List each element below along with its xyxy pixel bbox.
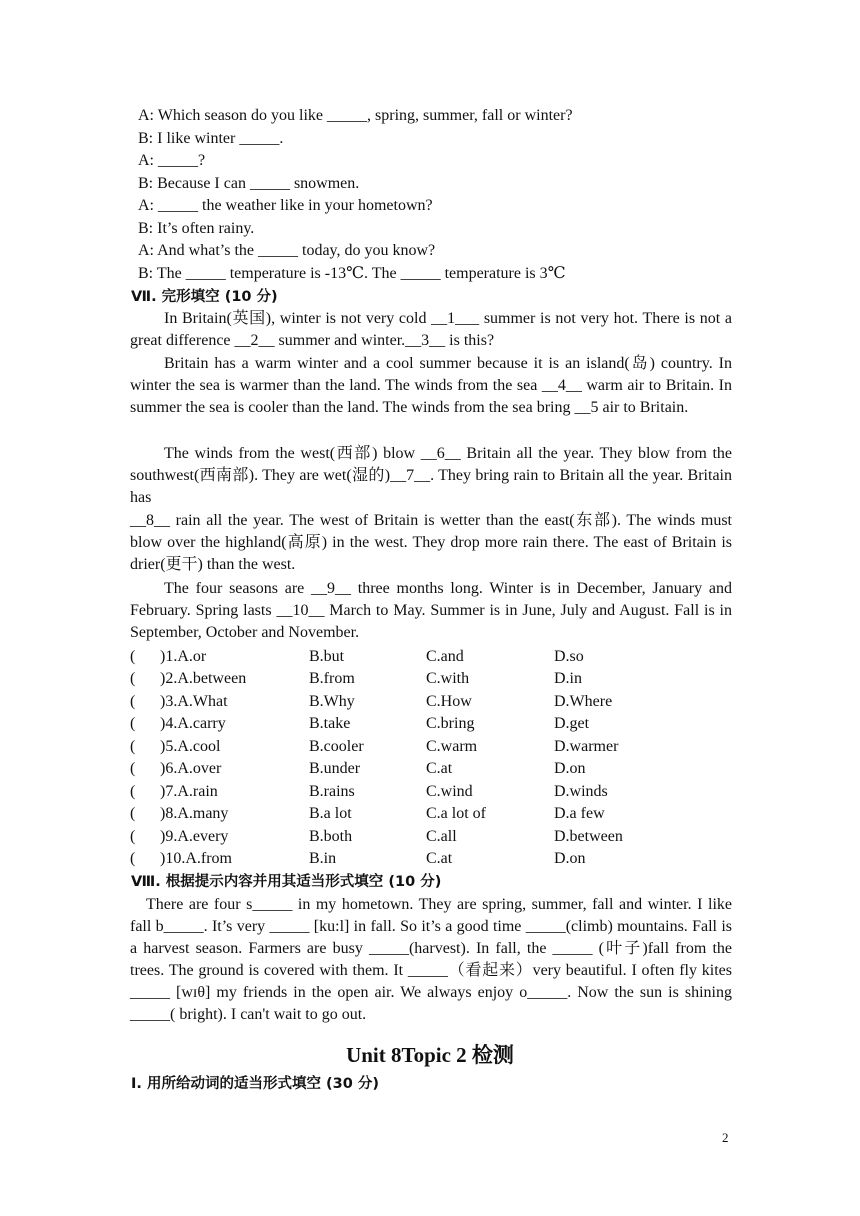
answer-bracket: ( <box>130 850 136 867</box>
section-heading-cloze: Ⅶ. 完形填空 (10 分) <box>131 289 278 305</box>
unit-title: Unit 8Topic 2 检测 <box>346 1043 514 1067</box>
option-c: C.warm <box>426 738 478 755</box>
option-a: )2.A.between <box>160 670 247 687</box>
page-number: 2 <box>722 1130 729 1145</box>
option-c: C.bring <box>426 715 475 732</box>
section-heading-fill-in: Ⅷ. 根据提示内容并用其适当形式填空 (10 分) <box>131 874 442 890</box>
option-d: D.Where <box>554 693 613 710</box>
option-b: B.Why <box>309 693 355 710</box>
option-c: C.wind <box>426 783 473 800</box>
cloze-paragraph: __8__ rain all the year. The west of Britain is wetter than the east(东部). The winds must blow over the highland(高原) in the west. They drop more rain there. The east of Britain is drier(更干) than the west. <box>130 512 732 573</box>
option-a: )8.A.many <box>160 805 229 822</box>
option-a: )1.A.or <box>160 648 207 665</box>
dialogue-line: A: Which season do you like _____, spring, summer, fall or winter? <box>138 107 573 124</box>
option-b: B.take <box>309 715 351 732</box>
option-b: B.in <box>309 850 337 867</box>
option-d: D.on <box>554 850 586 867</box>
dialogue-line: A: _____? <box>138 152 206 169</box>
option-a: )5.A.cool <box>160 738 221 755</box>
answer-bracket: ( <box>130 738 136 755</box>
option-c: C.all <box>426 828 457 845</box>
fill-in-paragraph: There are four s_____ in my hometown. They are spring, summer, fall and winter. I like fall b_____. It’s very _____ [ku:l] in fall. So it’s a good time _____(climb) mountains. Fall is a harvest season. Farmers are busy _____(harvest). In fall, the _____ (叶子)fall from the trees. The ground is covered with them. It _____（看起来）very beautiful. I often fly kites _____ [wɪθ] my friends in the open air. We always enjoy o_____. Now the sun is shining _____( bright). I can't wait to go out. <box>130 896 732 1023</box>
option-a: )9.A.every <box>160 828 229 845</box>
option-d: D.get <box>554 715 590 732</box>
answer-bracket: ( <box>130 783 136 800</box>
option-b: B.under <box>309 760 361 777</box>
option-a: )6.A.over <box>160 760 222 777</box>
option-d: D.warmer <box>554 738 619 755</box>
option-c: C.and <box>426 648 464 665</box>
option-d: D.between <box>554 828 623 845</box>
dialogue-line: A: _____ the weather like in your hometown? <box>138 197 433 214</box>
answer-bracket: ( <box>130 693 136 710</box>
answer-bracket: ( <box>130 648 136 665</box>
dialogue-line: B: Because I can _____ snowmen. <box>138 175 360 192</box>
option-d: D.so <box>554 648 584 665</box>
option-b: B.cooler <box>309 738 364 755</box>
section-heading-verb-forms: Ⅰ. 用所给动词的适当形式填空 (30 分) <box>131 1076 379 1092</box>
option-b: B.both <box>309 828 353 845</box>
dialogue-line: B: The _____ temperature is -13℃. The _____ temperature is 3℃ <box>138 265 566 282</box>
option-c: C.with <box>426 670 470 687</box>
option-c: C.How <box>426 693 472 710</box>
option-b: B.from <box>309 670 355 687</box>
answer-bracket: ( <box>130 715 136 732</box>
option-a: )4.A.carry <box>160 715 226 732</box>
option-d: D.in <box>554 670 582 687</box>
dialogue-line: A: And what’s the _____ today, do you know? <box>138 242 436 259</box>
cloze-paragraph: The winds from the west(西部) blow __6__ Britain all the year. They blow from the southwest(西南部). They are wet(湿的)__7__. They bring rain to Britain all the year. Britain has <box>130 445 732 506</box>
option-d: D.a few <box>554 805 605 822</box>
cloze-paragraph: The four seasons are __9__ three months long. Winter is in December, January and February. Spring lasts __10__ March to May. Summer is in June, July and August. Fall is in September, October and November. <box>130 580 732 641</box>
option-b: B.but <box>309 648 345 665</box>
option-c: C.at <box>426 760 453 777</box>
answer-bracket: ( <box>130 670 136 687</box>
dialogue-line: B: It’s often rainy. <box>138 220 255 237</box>
answer-bracket: ( <box>130 805 136 822</box>
answer-bracket: ( <box>130 828 136 845</box>
option-b: B.a lot <box>309 805 352 822</box>
option-b: B.rains <box>309 783 355 800</box>
option-a: )10.A.from <box>160 850 232 867</box>
dialogue-line: B: I like winter _____. <box>138 130 284 147</box>
option-c: C.a lot of <box>426 805 486 822</box>
option-d: D.winds <box>554 783 608 800</box>
cloze-paragraph: In Britain(英国), winter is not very cold __1___ summer is not very hot. There is not a great difference __2__ summer and winter.__3__ is this? <box>130 310 732 349</box>
answer-bracket: ( <box>130 760 136 777</box>
cloze-paragraph: Britain has a warm winter and a cool summer because it is an island(岛) country. In winter the sea is warmer than the land. The winds from the sea __4__ warm air to Britain. In summer the sea is cooler than the land. The winds from the sea bring __5 air to Britain. <box>130 355 732 416</box>
option-c: C.at <box>426 850 453 867</box>
option-d: D.on <box>554 760 586 777</box>
option-a: )7.A.rain <box>160 783 218 800</box>
option-a: )3.A.What <box>160 693 228 710</box>
